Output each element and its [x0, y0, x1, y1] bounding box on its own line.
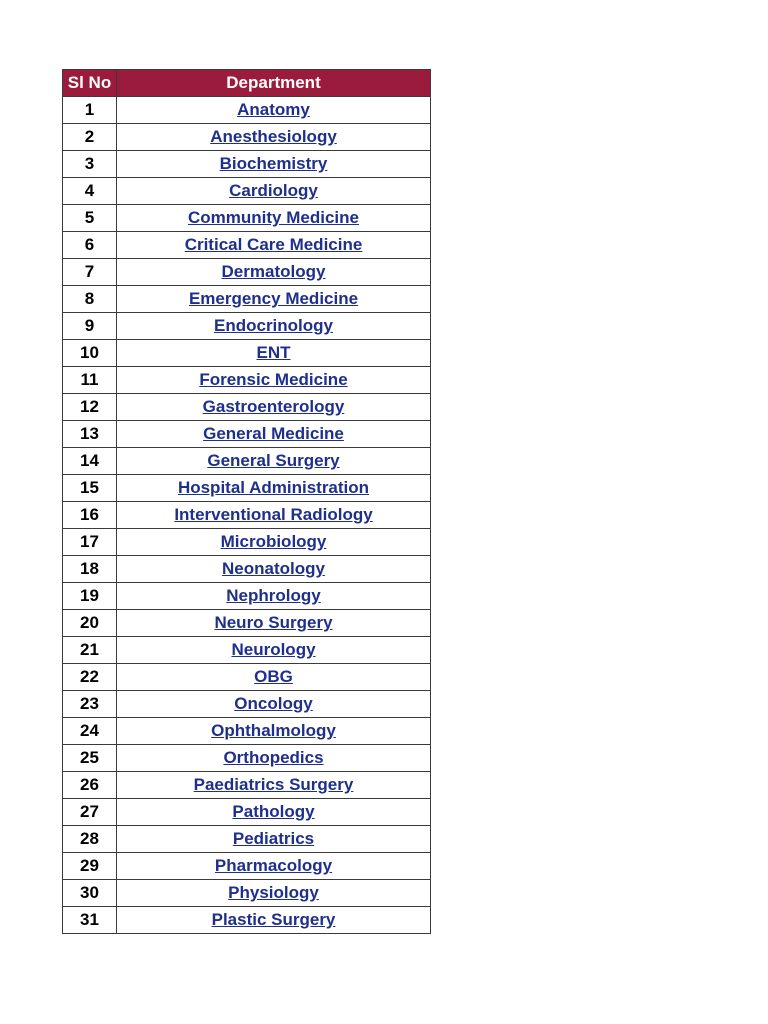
- department-table: [62, 69, 431, 934]
- sl-no-cell: 21: [63, 637, 117, 664]
- department-cell: [117, 664, 431, 691]
- sl-no-cell: 10: [63, 340, 117, 367]
- table-row: [63, 880, 431, 907]
- department-link[interactable]: Hospital Administration: [177, 478, 370, 497]
- table-header-row: [63, 70, 431, 97]
- department-cell: [117, 799, 431, 826]
- sl-no-cell: 31: [63, 907, 117, 934]
- department-link[interactable]: Ophthalmology: [211, 721, 336, 740]
- department-link[interactable]: Microbiology: [220, 532, 327, 551]
- sl-no-cell: 1: [63, 97, 117, 124]
- table-row: [63, 151, 431, 178]
- table-row: [63, 367, 431, 394]
- table-row: [63, 691, 431, 718]
- department-cell: [117, 313, 431, 340]
- table-row: [63, 799, 431, 826]
- sl-no-cell: 3: [63, 151, 117, 178]
- table-row: [63, 853, 431, 880]
- table-row: [63, 556, 431, 583]
- department-link[interactable]: Pharmacology: [214, 856, 333, 875]
- table-row: [63, 529, 431, 556]
- department-cell: [117, 529, 431, 556]
- header-sl-no: Sl No: [63, 70, 117, 97]
- department-link[interactable]: Oncology: [234, 694, 313, 713]
- department-link[interactable]: Anesthesiology: [210, 127, 337, 146]
- department-cell: [117, 97, 431, 124]
- department-cell: [117, 718, 431, 745]
- sl-no-cell: 28: [63, 826, 117, 853]
- table-row: [63, 772, 431, 799]
- sl-no-cell: 17: [63, 529, 117, 556]
- table-row: [63, 259, 431, 286]
- table-row: [63, 583, 431, 610]
- table-row: [63, 664, 431, 691]
- header-department: Department: [117, 70, 431, 97]
- department-cell: [117, 286, 431, 313]
- table-row: [63, 745, 431, 772]
- sl-no-cell: 25: [63, 745, 117, 772]
- table-row: [63, 502, 431, 529]
- department-link[interactable]: OBG: [254, 667, 293, 686]
- sl-no-cell: 30: [63, 880, 117, 907]
- department-link[interactable]: General Medicine: [203, 424, 344, 443]
- sl-no-cell: 15: [63, 475, 117, 502]
- department-link[interactable]: Neonatology: [222, 559, 325, 578]
- table-row: [63, 124, 431, 151]
- table-row: [63, 286, 431, 313]
- sl-no-cell: 22: [63, 664, 117, 691]
- sl-no-cell: 6: [63, 232, 117, 259]
- department-cell: [117, 259, 431, 286]
- department-link[interactable]: Interventional Radiology: [174, 505, 373, 524]
- sl-no-cell: 14: [63, 448, 117, 475]
- sl-no-cell: 16: [63, 502, 117, 529]
- department-cell: [117, 691, 431, 718]
- table-row: [63, 475, 431, 502]
- department-link[interactable]: Plastic Surgery: [211, 910, 336, 929]
- sl-no-cell: 8: [63, 286, 117, 313]
- sl-no-cell: 12: [63, 394, 117, 421]
- department-link[interactable]: Neurology: [231, 640, 316, 659]
- department-cell: [117, 826, 431, 853]
- department-link[interactable]: Anatomy: [237, 100, 310, 119]
- table-row: [63, 340, 431, 367]
- sl-no-cell: 9: [63, 313, 117, 340]
- department-cell: [117, 853, 431, 880]
- department-link[interactable]: ENT: [256, 343, 291, 362]
- table-row: [63, 232, 431, 259]
- department-cell: [117, 421, 431, 448]
- department-cell: [117, 340, 431, 367]
- table-row: [63, 718, 431, 745]
- department-link[interactable]: Gastroenterology: [202, 397, 345, 416]
- sl-no-cell: 5: [63, 205, 117, 232]
- department-cell: [117, 880, 431, 907]
- department-cell: [117, 394, 431, 421]
- department-link[interactable]: Forensic Medicine: [199, 370, 348, 389]
- table-row: [63, 421, 431, 448]
- department-link[interactable]: Cardiology: [229, 181, 318, 200]
- sl-no-cell: 13: [63, 421, 117, 448]
- sl-no-cell: 29: [63, 853, 117, 880]
- table-body: [63, 97, 431, 934]
- department-link[interactable]: Community Medicine: [188, 208, 359, 227]
- table-row: [63, 205, 431, 232]
- department-cell: [117, 232, 431, 259]
- department-link[interactable]: Endocrinology: [214, 316, 333, 335]
- department-link[interactable]: Biochemistry: [219, 154, 328, 173]
- department-link[interactable]: Pediatrics: [232, 829, 315, 848]
- department-cell: [117, 475, 431, 502]
- sl-no-cell: 11: [63, 367, 117, 394]
- sl-no-cell: 2: [63, 124, 117, 151]
- department-cell: [117, 637, 431, 664]
- department-cell: [117, 178, 431, 205]
- department-cell: [117, 772, 431, 799]
- sl-no-cell: 20: [63, 610, 117, 637]
- department-link[interactable]: Dermatology: [221, 262, 326, 281]
- table-row: [63, 97, 431, 124]
- table-row: [63, 610, 431, 637]
- sl-no-cell: 27: [63, 799, 117, 826]
- department-cell: [117, 745, 431, 772]
- department-link[interactable]: Emergency Medicine: [188, 289, 359, 308]
- table-row: [63, 313, 431, 340]
- department-cell: [117, 583, 431, 610]
- department-link[interactable]: Orthopedics: [223, 748, 324, 767]
- sl-no-cell: 24: [63, 718, 117, 745]
- department-link[interactable]: Paediatrics Surgery: [193, 775, 354, 794]
- sl-no-cell: 7: [63, 259, 117, 286]
- sl-no-cell: 19: [63, 583, 117, 610]
- department-link[interactable]: General Surgery: [207, 451, 340, 470]
- table-row: [63, 394, 431, 421]
- table-row: [63, 637, 431, 664]
- department-link[interactable]: Physiology: [228, 883, 319, 902]
- department-cell: [117, 907, 431, 934]
- department-cell: [117, 151, 431, 178]
- table-row: [63, 826, 431, 853]
- department-link[interactable]: Neuro Surgery: [214, 613, 333, 632]
- sl-no-cell: 4: [63, 178, 117, 205]
- department-cell: [117, 502, 431, 529]
- sl-no-cell: 23: [63, 691, 117, 718]
- department-link[interactable]: Nephrology: [226, 586, 321, 605]
- table-row: [63, 178, 431, 205]
- department-cell: [117, 610, 431, 637]
- department-cell: [117, 556, 431, 583]
- sl-no-cell: 18: [63, 556, 117, 583]
- department-link[interactable]: Critical Care Medicine: [184, 235, 363, 254]
- sl-no-cell: 26: [63, 772, 117, 799]
- department-cell: [117, 448, 431, 475]
- table-row: [63, 907, 431, 934]
- department-cell: [117, 205, 431, 232]
- department-link[interactable]: Pathology: [232, 802, 315, 821]
- department-cell: [117, 124, 431, 151]
- table-row: [63, 448, 431, 475]
- department-cell: [117, 367, 431, 394]
